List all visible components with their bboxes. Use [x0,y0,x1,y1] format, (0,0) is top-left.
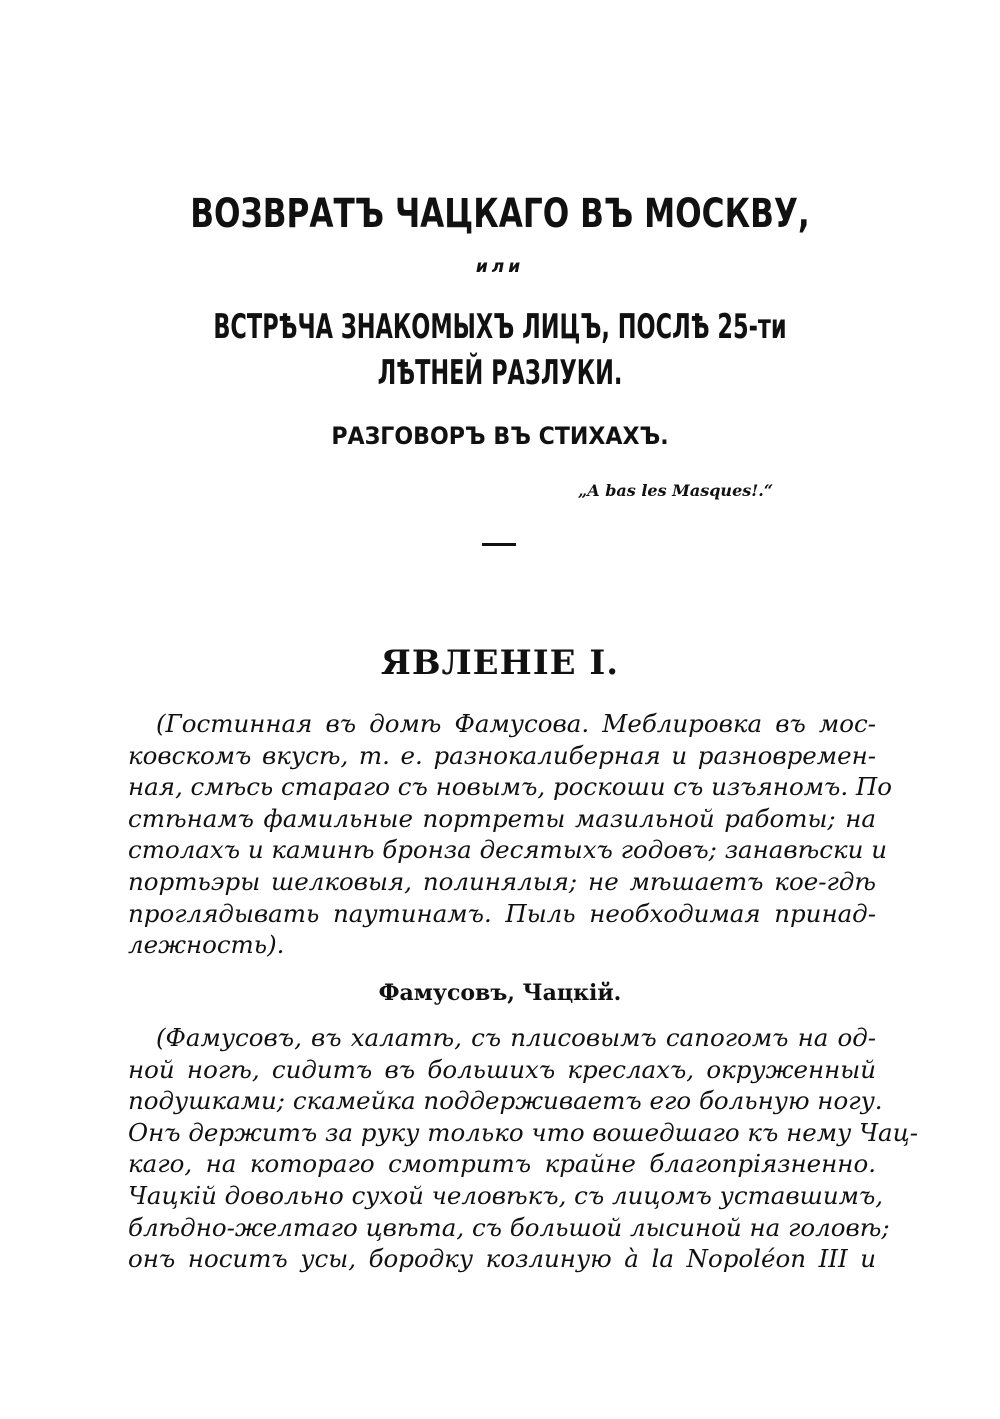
stage-direction [128,708,893,961]
text-line: стѣнамъ фамильные портреты мазильной работы; на [128,803,876,833]
text-line: (Гостинная въ домѣ Фамусова. Меблировка въ мос- [156,709,876,738]
text-line: портьэры шелковыя, полинялыя; не мѣшаетъ кое-гдѣ [128,866,876,896]
text-line: ковскомъ вкусѣ, т. е. разнокалиберная и разновремен- [128,740,876,770]
character-description [128,1022,919,1275]
text-line: блѣдно-желтаго цвѣта, съ большой лысиной на головѣ; [128,1212,890,1242]
scene-title: ЯВЛЕНІЕ I. [380,643,620,683]
text-line: ной ногѣ, сидитъ въ большихъ креслахъ, окруженный [128,1054,876,1084]
epigraph: „A bas les Masques!.“ [578,481,774,500]
text-line: Чацкій довольно сухой человѣкъ, съ лицомъ уставшимъ, [128,1180,884,1210]
characters-line: Фамусовъ, Чацкій. [378,980,622,1006]
text-line: столахъ и каминѣ бронза десятыхъ годовъ; занавѣски и [128,835,887,865]
text-line: проглядывать паутинамъ. Пыль необходимая принад- [128,898,876,928]
main-title: ВОЗВРАТЪ ЧАЦКАГО ВЪ МОСКВУ, [190,191,810,237]
section-heading: РАЗГОВОРЪ ВЪ СТИХАХЪ. [331,422,669,450]
text-line: онъ носитъ усы, бородку козлиную à la Nopoléon III и [128,1244,876,1274]
text-line: каго, на котораго смотритъ крайне благопріязненно. [128,1149,876,1179]
subtitle: ВСТРѢЧА ЗНАКОМЫХЪ ЛИЦЪ, ПОСЛѢ 25-ти ЛѢТНЕЙ РАЗЛУКИ. [213,307,787,393]
text-line: подушками; скамейка поддерживаетъ его больную ногу. [128,1086,883,1116]
title-conjunction: или [475,257,525,277]
text-line: (Фамусовъ, въ халатѣ, съ плисовымъ сапогомъ на од- [156,1023,876,1052]
separator-dash [482,543,516,546]
text-line: ная, смѣсь стараго съ новымъ, роскоши съ изъяномъ. По [128,772,893,802]
text-line: Онъ держитъ за руку только что вошедшаго къ нему Чац- [128,1117,919,1147]
text-line: лежность). [128,930,285,960]
